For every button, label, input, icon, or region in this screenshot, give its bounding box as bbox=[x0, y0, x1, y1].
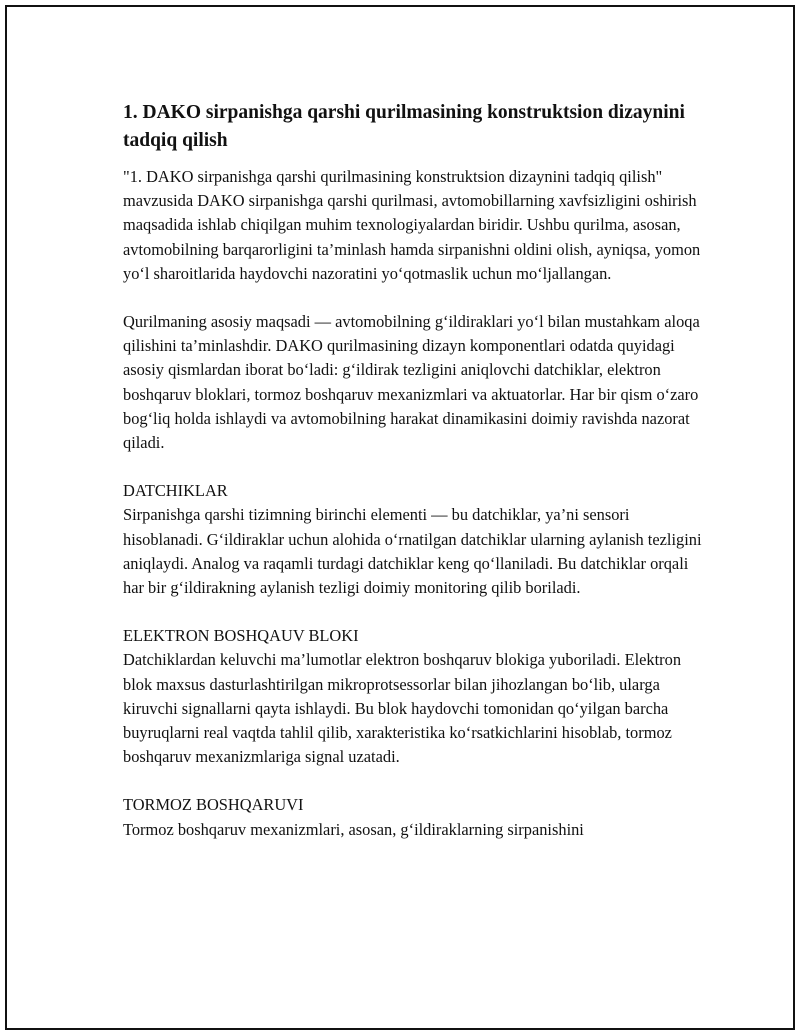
section-body: Tormoz boshqaruv mexanizmlari, asosan, g‘ildiraklarning sirpanishini bbox=[123, 819, 584, 839]
document-content bbox=[123, 99, 703, 842]
intro-paragraph: "1. DAKO sirpanishga qarshi qurilmasining konstruktsion dizaynini tadqiq qilish" mavzusida DAKO sirpanishga qarshi qurilmasi, avtomobillarning xavfsizligini oshirish maqsadida ishlab chiqilgan muhim texnologiyalardan biridir. Ushbu qurilma, asosan, avtomobilning barqarorligini ta’minlash hamda sirpanishni oldini olish, ayniqsa, yomon yo‘l sharoitlarida haydovchi nazoratini yo‘qotmaslik uchun mo‘ljallangan. bbox=[123, 167, 701, 283]
section-heading: ELEKTRON BOSHQAUV BLOKI bbox=[123, 626, 359, 646]
section-body: Datchiklardan keluvchi ma’lumotlar elektron boshqaruv blokiga yuboriladi. Elektron blok maxsus dasturlashtirilgan mikroprotsessorlar bilan jihozlangan bo‘lib, ularga kiruvchi signallarni qayta ishlaydi. Bu blok haydovchi tomonidan qo‘yilgan barcha buyruqlarni real vaqtda tahlil qilib, xarakteristika ko‘rsatkichlarini hisoblab, tormoz boshqaruv mexanizmlariga signal uzatadi. bbox=[123, 650, 682, 767]
section-electronic-control-unit bbox=[123, 624, 703, 769]
section-brake-control bbox=[123, 793, 703, 841]
document-page bbox=[5, 5, 795, 1030]
section-sensors bbox=[123, 479, 703, 600]
section-body: Sirpanishga qarshi tizimning birinchi elementi — bu datchiklar, ya’ni sensori hisoblanadi. G‘ildiraklar uchun alohida o‘rnatilgan datchiklar ularning aylanish tezligini aniqlaydi. Analog va raqamli turdagi datchiklar keng qo‘llaniladi. Bu datchiklar orqali har bir g‘ildirakning aylanish tezligi doimiy monitoring qilib boriladi. bbox=[123, 505, 702, 598]
purpose-paragraph: Qurilmaning asosiy maqsadi — avtomobilning g‘ildiraklari yo‘l bilan mustahkam aloqa qilishini ta’minlashdir. DAKO qurilmasining dizayn komponentlari odatda quyidagi asosiy qismlardan iborat bo‘ladi: g‘ildirak tezligini aniqlovchi datchiklar, elektron boshqaruv bloklari, tormoz boshqaruv mexanizmlari va aktuatorlar. Har bir qism o‘zaro bog‘liq holda ishlaydi va avtomobilning harakat dinamikasini doimiy ravishda nazorat qiladi. bbox=[123, 312, 700, 453]
document-title: 1. DAKO sirpanishga qarshi qurilmasining konstruktsion dizaynini tadqiq qilish bbox=[123, 102, 685, 151]
section-heading: DATCHIKLAR bbox=[123, 481, 228, 501]
section-heading: TORMOZ BOSHQARUVI bbox=[123, 795, 304, 815]
